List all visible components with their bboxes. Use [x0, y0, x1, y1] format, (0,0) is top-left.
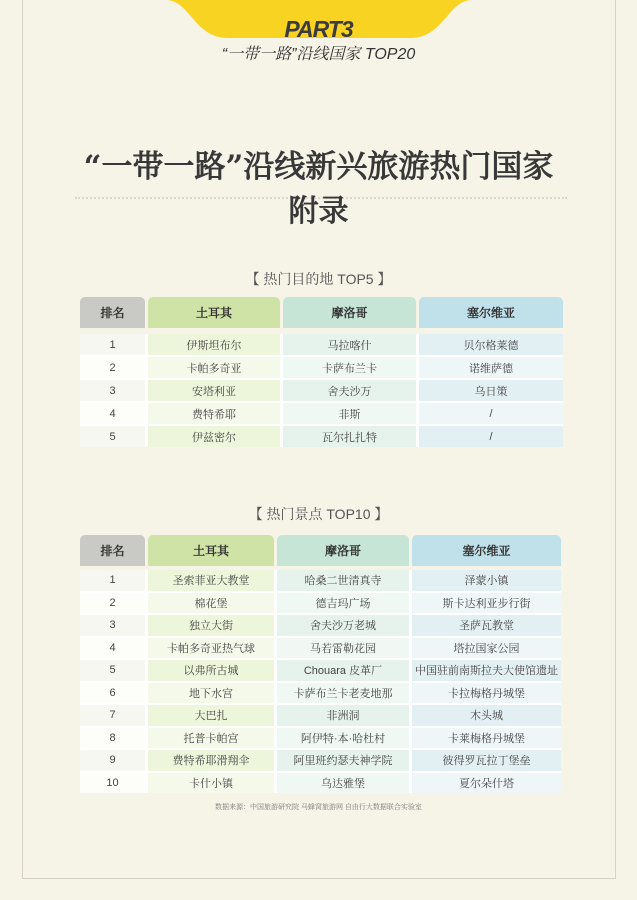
rank-cell: 1: [80, 334, 145, 355]
morocco-cell: 瓦尔扎扎特: [283, 426, 416, 447]
header-morocco: 摩洛哥: [283, 297, 416, 328]
turkey-cell: 大巴扎: [148, 705, 274, 726]
rank-cell: 6: [80, 683, 145, 704]
rank-cell: 3: [80, 380, 145, 401]
rank-cell: 8: [80, 728, 145, 749]
table-row: [80, 773, 561, 794]
rank-cell: 4: [80, 638, 145, 659]
turkey-cell: 棉花堡: [148, 593, 274, 614]
serbia-cell: 泽蒙小镇: [412, 570, 561, 591]
rank-cell: 1: [80, 570, 145, 591]
turkey-cell: 安塔利亚: [148, 380, 280, 401]
turkey-cell: 费特希耶: [148, 403, 280, 424]
morocco-cell: 马若雷勒花园: [277, 638, 409, 659]
morocco-cell: 阿里班约瑟夫神学院: [277, 750, 409, 771]
turkey-cell: 伊兹密尔: [148, 426, 280, 447]
serbia-cell: 夏尔朵什塔: [412, 773, 561, 794]
turkey-cell: 圣索菲亚大教堂: [148, 570, 274, 591]
morocco-cell: 马拉喀什: [283, 334, 416, 355]
destinations-table: [80, 297, 563, 444]
header-morocco: 摩洛哥: [277, 535, 409, 566]
turkey-cell: 地下水宫: [148, 683, 274, 704]
serbia-cell: 乌日策: [419, 380, 563, 401]
table-row: [80, 570, 561, 591]
serbia-cell: 圣萨瓦教堂: [412, 615, 561, 636]
rank-cell: 10: [80, 773, 145, 794]
header-serbia: 塞尔维亚: [412, 535, 561, 566]
serbia-cell: /: [419, 403, 563, 424]
morocco-cell: 非斯: [283, 403, 416, 424]
turkey-cell: 托普卡帕宫: [148, 728, 274, 749]
rank-cell: 5: [80, 660, 145, 681]
turkey-cell: 独立大街: [148, 615, 274, 636]
rank-cell: 4: [80, 403, 145, 424]
table-row: [80, 334, 563, 355]
rank-cell: 5: [80, 426, 145, 447]
attractions-header-row: [80, 535, 561, 566]
header-turkey: 土耳其: [148, 535, 274, 566]
turkey-cell: 以弗所古城: [148, 660, 274, 681]
table-row: [80, 380, 563, 401]
destinations-header-row: [80, 297, 563, 328]
turkey-cell: 伊斯坦布尔: [148, 334, 280, 355]
morocco-cell: 非洲洞: [277, 705, 409, 726]
serbia-cell: 斯卡达利亚步行街: [412, 593, 561, 614]
data-source-note: 数据来源：中国旅游研究院 马蜂窝旅游网 自由行大数据联合实验室: [215, 804, 422, 811]
serbia-cell: 诺维萨德: [419, 357, 563, 378]
rank-cell: 9: [80, 750, 145, 771]
morocco-cell: 舍夫沙万老城: [277, 615, 409, 636]
part-subtitle: “一带一路”沿线国家 TOP20: [221, 46, 416, 63]
serbia-cell: 塔拉国家公园: [412, 638, 561, 659]
table-row: [80, 593, 561, 614]
table-row: [80, 683, 561, 704]
header-rank: 排名: [80, 535, 145, 566]
rank-cell: 2: [80, 357, 145, 378]
morocco-cell: 哈桑二世清真寺: [277, 570, 409, 591]
destinations-body: [80, 334, 563, 447]
table-row: [80, 638, 561, 659]
serbia-cell: 木头城: [412, 705, 561, 726]
rank-cell: 7: [80, 705, 145, 726]
attractions-body: [80, 570, 561, 793]
part-label: PART3: [284, 16, 353, 42]
table-row: [80, 705, 561, 726]
turkey-cell: 卡帕多奇亚热气球: [148, 638, 274, 659]
table-row: [80, 615, 561, 636]
destinations-heading: 【 热门目的地 TOP5 】: [245, 271, 392, 287]
serbia-cell: 中国驻前南斯拉夫大使馆遗址: [412, 660, 561, 681]
attractions-heading: 【 热门景点 TOP10 】: [248, 506, 389, 522]
header-rank: 排名: [80, 297, 145, 328]
rank-cell: 3: [80, 615, 145, 636]
attractions-table: [80, 535, 561, 790]
rank-cell: 2: [80, 593, 145, 614]
header-serbia: 塞尔维亚: [419, 297, 563, 328]
serbia-cell: 贝尔格莱德: [419, 334, 563, 355]
serbia-cell: /: [419, 426, 563, 447]
page-title-appendix: 附录: [288, 194, 349, 229]
serbia-cell: 卡拉梅格丹城堡: [412, 683, 561, 704]
morocco-cell: 卡萨布兰卡: [283, 357, 416, 378]
morocco-cell: 阿伊特·本·哈杜村: [277, 728, 409, 749]
serbia-cell: 卡莱梅格丹城堡: [412, 728, 561, 749]
morocco-cell: 卡萨布兰卡老麦地那: [277, 683, 409, 704]
table-row: [80, 426, 563, 447]
turkey-cell: 卡帕多奇亚: [148, 357, 280, 378]
table-row: [80, 750, 561, 771]
morocco-cell: 乌达雅堡: [277, 773, 409, 794]
morocco-cell: Chouara 皮革厂: [277, 660, 409, 681]
header-turkey: 土耳其: [148, 297, 280, 328]
table-row: [80, 660, 561, 681]
page-title: “一带一路”沿线新兴旅游热门国家: [83, 149, 554, 185]
morocco-cell: 舍夫沙万: [283, 380, 416, 401]
table-row: [80, 728, 561, 749]
turkey-cell: 卡什小镇: [148, 773, 274, 794]
morocco-cell: 德吉玛广场: [277, 593, 409, 614]
table-row: [80, 403, 563, 424]
turkey-cell: 费特希耶滑翔伞: [148, 750, 274, 771]
serbia-cell: 彼得罗瓦拉丁堡垒: [412, 750, 561, 771]
table-row: [80, 357, 563, 378]
